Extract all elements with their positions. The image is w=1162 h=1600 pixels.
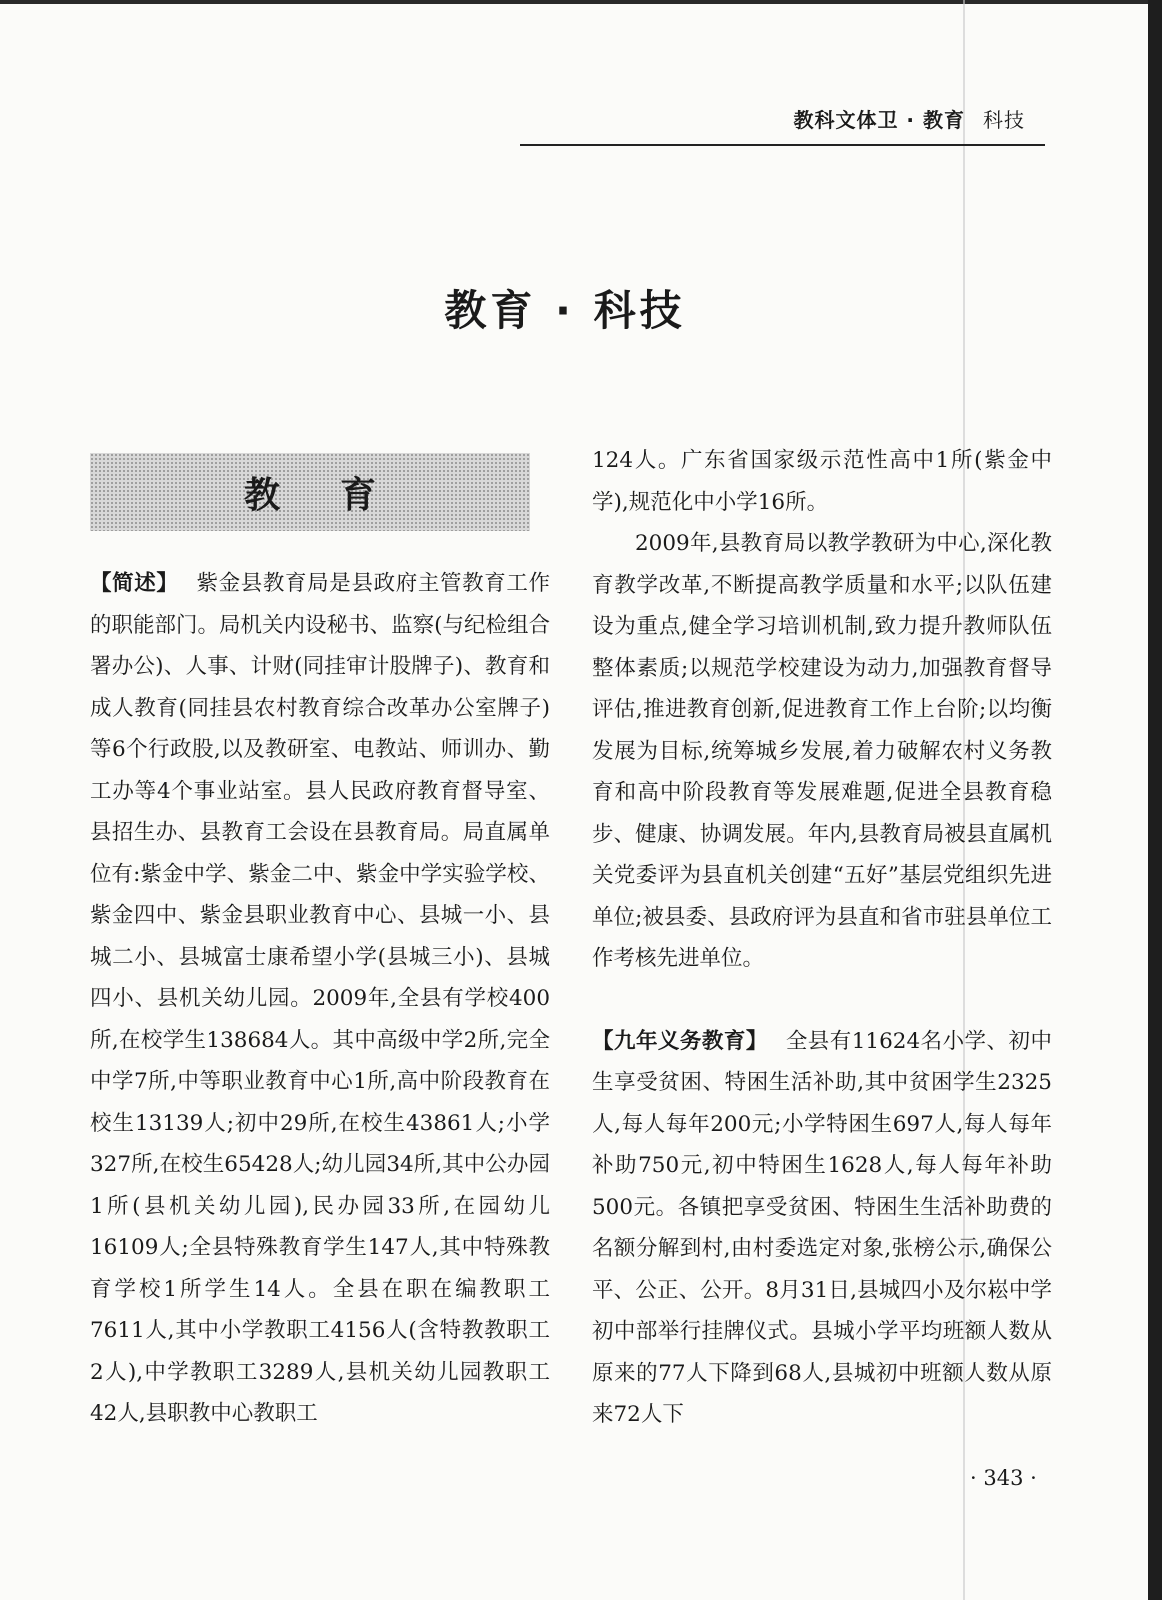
page-title: 教育 · 科技 [444,286,686,335]
running-header-text [793,104,1025,133]
left-column [90,563,550,1435]
overview-text: 紫金县教育局是县政府主管教育工作的职能部门。局机关内设秘书、监察(与纪检组合署办公)、人事、计财(同挂审计股牌子)、教育和成人教育(同挂县农村教育综合改革办公室牌子)等6个行政股,以及教研室、电教站、师训办、勤工办等4个事业站室。县人民政府教育督导室、县招生办、县教育工会设在县教育局。局直属单位有:紫金中学、紫金二中、紫金中学实验学校、紫金四中、紫金县职业教育中心、县城一小、县城二小、县城富士康希望小学(县城三小)、县城四小、县机关幼儿园。2009年,全县有学校400所,在校学生138684人。其中高级中学2所,完全中学7所,中等职业教育中心1所,高中阶段教育在校生13139人;初中29所,在校生43861人;小学327所,在校生65428人;幼儿园34所,其中公办园1所(县机关幼儿园),民办园33所,在园幼儿16109人;全县特殊教育学生147人,其中特殊教育学校1所学生14人。全县在职在编教职工7611人,其中小学教职工4156人(含特教教职工2人),中学教职工3289人,县机关幼儿园教职工42人,县职教中心教职工 [90,571,550,1426]
section-banner [90,453,530,531]
overview-continuation: 124人。广东省国家级示范性高中1所(紫金中学),规范化中小学16所。 [592,448,1052,515]
nine-year-label: 【九年义务教育】 [592,1028,768,1054]
running-header-subsection: 科技 [983,108,1025,132]
running-header-section: 教科文体卫 · 教育 [793,108,965,132]
work-2009-paragraph: 2009年,县教育局以教学教研为中心,深化教育教学改革,不断提高教学质量和水平;以队伍建设为重点,健全学习培训机制,致力提升教师队伍整体素质;以规范学校建设为动力,加强教育督导评估,推进教育创新,促进教育工作上台阶;以均衡发展为目标,统筹城乡发展,着力破解农村义务教育和高中阶段教育等发展难题,促进全县教育稳步、健康、协调发展。年内,县教育局被县直属机关党委评为县直机关创建“五好”基层党组织先进单位;被县委、县政府评为县直和省市驻县单位工作考核先进单位。 [592,531,1052,971]
scan-border-right [1148,0,1162,1600]
running-header [520,98,1045,146]
nine-year-paragraph [592,1021,1052,1436]
page-number: · 343 · [970,1466,1037,1490]
right-column [592,440,1052,1436]
nine-year-text: 全县有11624名小学、初中生享受贫困、特困生活补助,其中贫困学生2325人,每人每年200元;小学特困生697人,每人每年补助750元,初中特困生1628人,每人每年补助500元。各镇把享受贫困、特困生生活补助费的名额分解到村,由村委选定对象,张榜公示,确保公平、公正、公开。8月31日,县城四小及尔崧中学初中部举行挂牌仪式。县城小学平均班额人数从原来的77人下降到68人,县城初中班额人数从原来72人下 [592,1028,1052,1427]
overview-paragraph [90,563,550,1435]
overview-label: 【简述】 [90,571,179,596]
section-banner-title: 教育 [243,474,436,516]
scan-border-top [0,0,1162,4]
